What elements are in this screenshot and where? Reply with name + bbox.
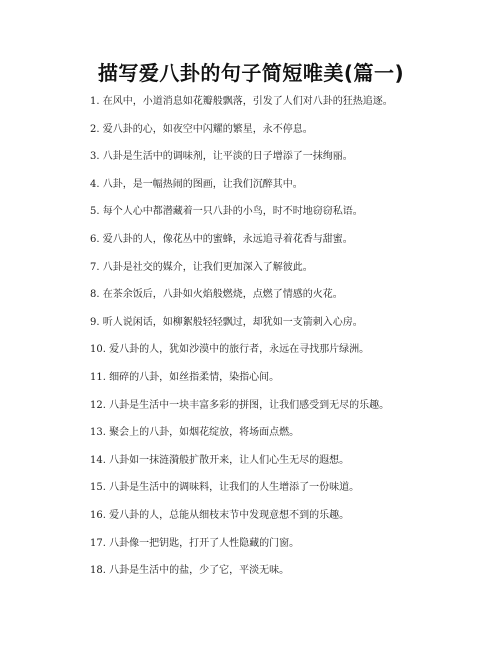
list-item: 13. 聚会上的八卦，如烟花绽放，将场面点燃。	[90, 427, 300, 439]
sentence-list	[90, 95, 490, 592]
list-item: 4. 八卦，是一幅热闹的图画，让我们沉醉其中。	[90, 178, 303, 190]
list-item: 17. 八卦像一把钥匙，打开了人性隐藏的门窗。	[90, 537, 300, 549]
list-item: 2. 爱八卦的心，如夜空中闪耀的繁星，永不停息。	[90, 123, 313, 135]
document-title: 描写爱八卦的句子简短唯美(篇一)	[97, 61, 405, 85]
list-item: 6. 爱八卦的人，像花丛中的蜜蜂，永远追寻着花香与甜蜜。	[90, 233, 353, 245]
list-item: 15. 八卦是生活中的调味料，让我们的人生增添了一份味道。	[90, 482, 360, 494]
list-item: 14. 八卦如一抹涟漪般扩散开来，让人们心生无尽的遐想。	[90, 454, 350, 466]
list-item: 3. 八卦是生活中的调味剂，让平淡的日子增添了一抹绚丽。	[90, 151, 353, 163]
list-item: 11. 细碎的八卦，如丝指柔情，染指心间。	[90, 371, 280, 383]
list-item: 12. 八卦是生活中一块丰富多彩的拼图，让我们感受到无尽的乐趣。	[90, 399, 390, 411]
list-item: 16. 爱八卦的人，总能从细枝末节中发现意想不到的乐趣。	[90, 509, 350, 521]
list-item: 18. 八卦是生活中的盐，少了它，平淡无味。	[90, 565, 290, 577]
list-item: 10. 爱八卦的人，犹如沙漠中的旅行者，永远在寻找那片绿洲。	[90, 344, 370, 356]
list-item: 9. 听人说闲话，如柳絮般轻轻飘过，却犹如一支箭刺入心房。	[90, 316, 363, 328]
list-item: 8. 在茶余饭后，八卦如火焰般燃烧，点燃了情感的火花。	[90, 289, 343, 301]
list-item: 1. 在风中，小道消息如花瓣般飘落，引发了人们对八卦的狂热追逐。	[90, 96, 393, 107]
list-item: 5. 每个人心中都潜藏着一只八卦的小鸟，时不时地窃窃私语。	[90, 206, 363, 218]
list-item: 7. 八卦是社交的媒介，让我们更加深入了解彼此。	[90, 261, 313, 273]
